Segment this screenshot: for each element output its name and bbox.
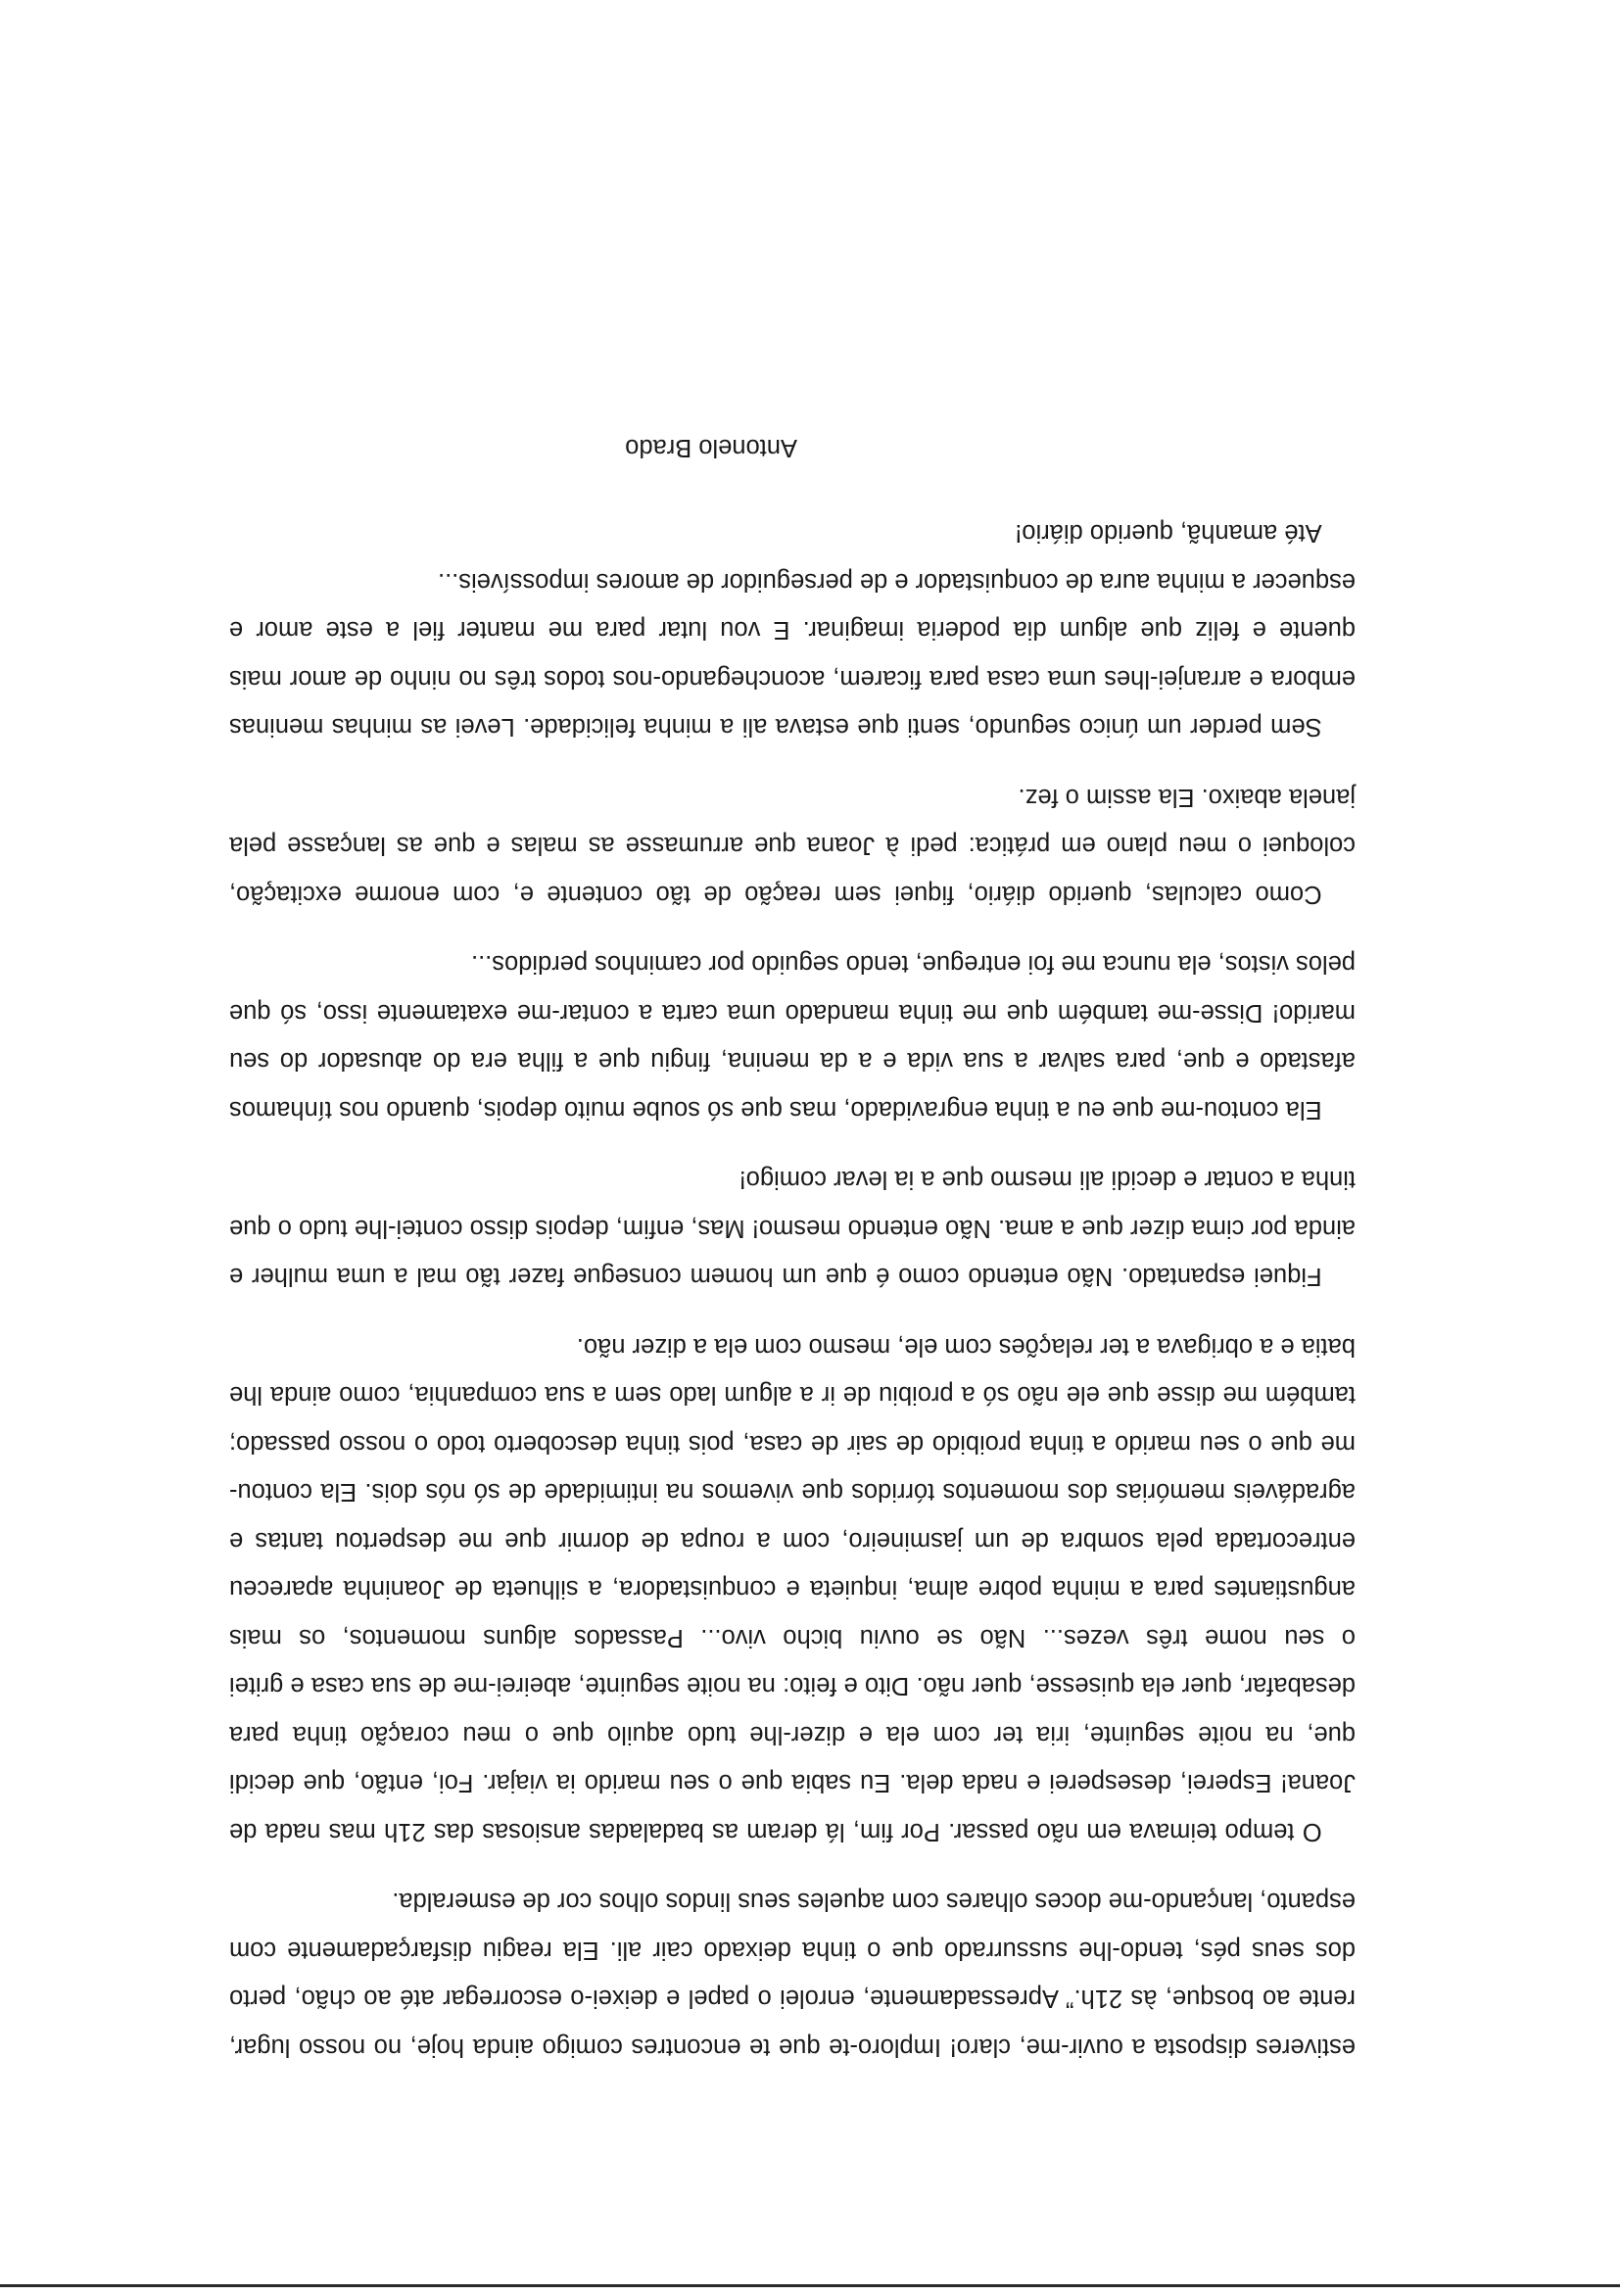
signature: Antonelo Brado	[625, 434, 797, 461]
paragraph-6: Sem perder um único segundo, senti que estava ali a minha felicidade. Levei as minhas meninas embora e arranjei-lhes uma casa para ficarem, aconchegando-nos todos três no ninho de amor mais quente e feliz que algum dia poderia imaginar. E vou lutar para me manter fiel a este amor e esquecer a minha aura de conquistador e de perseguidor de amores impossíveis...	[229, 568, 1356, 741]
paragraph-4: Ela contou-me que eu a tinha engravidado, mas que só soube muito depois, quando nos tínhamos afastado e que, para salvar a sua vida e a da menina, fingiu que a filha era do abusador do seu marido! Disse-me também que me tinha mandado uma carta a contar-me exatamente isso, só que pelos vistos, ela nunca me foi entregue, tendo seguido por caminhos perdidos...	[229, 950, 1356, 1124]
paragraph-5: Como calculas, querido diário, fiquei sem reação de tão contente e, com enorme excitação, coloquei o meu plano em prática: pedi à Joana que arrumasse as malas e que as lançasse pela janela abaixo. Ela assim o fez.	[229, 784, 1356, 908]
paragraph-3: Fiquei espantado. Não entendo como é que um homem consegue fazer tão mal a uma mulher e ainda por cima dizer que a ama. Não entendo mesmo! Mas, enfim, depois disso contei-lhe tudo o que tinha a contar e decidi ali mesmo que a ia levar comigo!	[229, 1166, 1356, 1291]
letter-body	[229, 423, 1356, 2072]
paragraph-1: estiveres disposta a ouvir-me, claro! Imploro-te que te encontres comigo ainda hoje, no nosso lugar, rente ao bosque, às 21h.” Apressadamente, enrolei o papel e deixei-o escorregar até ao chão, perto dos seus pés, tendo-lhe sussurrado que o tinha deixado cair ali. Ela reagiu disfarçadamente com espanto, lançando-me doces olhares com aqueles seus lindos olhos cor de esmeralda.	[229, 1888, 1356, 2061]
closing-line: Até amanhã, querido diário!	[1015, 519, 1322, 548]
scan-edge-rule	[0, 2284, 1620, 2287]
paragraph-2: O tempo teimava em não passar. Por fim, lá deram as badaladas ansiosas das 21h mas nada de Joana! Esperei, desesperei e nada dela. Eu sabia que o seu marido ia viajar. Foi, então, que decidi que, na noite seguinte, iria ter com ela e dizer-lhe tudo aquilo que o meu coração tinha para desabafar, quer ela quisesse, quer não. Dito e feito: na noite seguinte, abeirei-me de sua casa e gritei o seu nome três vezes... Não se ouviu bicho vivo... Passados alguns momentos, os mais angustiantes para a minha pobre alma, inquieta e conquistadora, a silhueta de Joaninha apareceu entrecortada pela sombra de um jasmineiro, com a roupa de dormir que me despertou tantas e agradáveis memórias dos momentos tórridos que vivemos na intimidade de só nós dois. Ela contou-me que o seu marido a tinha proibido de sair de casa, pois tinha descoberto todo o nosso passado; também me disse que ele não só a proibiu de ir a algum lado sem a sua companhia, como ainda lhe batia e a obrigava a ter relações com ele, mesmo com ela a dizer não.	[229, 1333, 1356, 1845]
